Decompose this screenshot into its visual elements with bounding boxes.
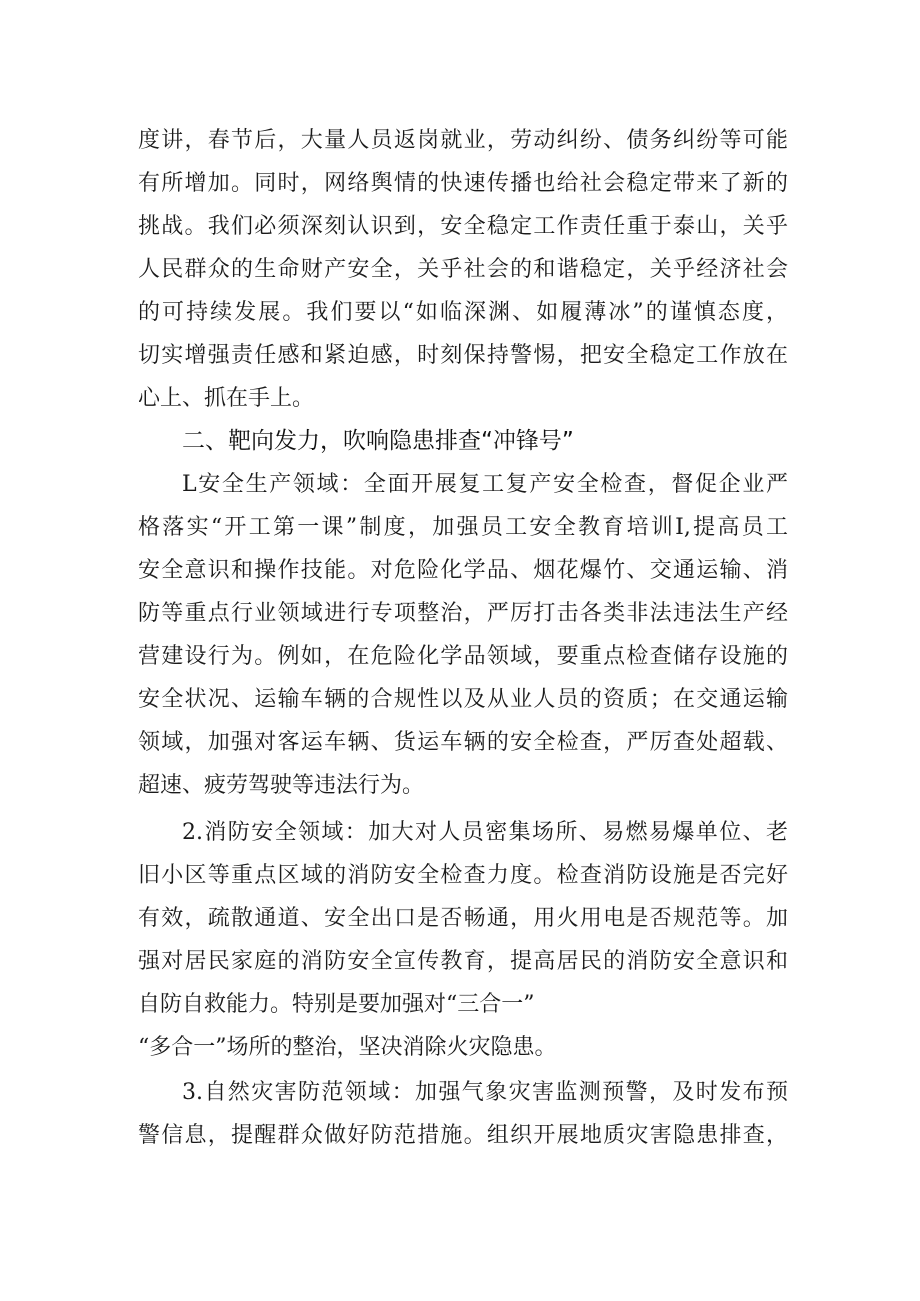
paragraph-line: 2.消防安全领域：加大对人员密集场所、易燃易爆单位、老 xyxy=(182,820,788,845)
paragraph-line: 警信息，提醒群众做好防范措施。组织开展地质灾害隐患排查， xyxy=(138,1123,788,1148)
paragraph-line: “多合一”场所的整治，坚决消除火灾隐患。 xyxy=(138,1035,557,1060)
paragraph-line: 3.自然灾害防范领域：加强气象灾害监测预警，及时发布预 xyxy=(182,1080,788,1105)
paragraph-line: 人民群众的生命财产安全，关乎社会的和谐稳定，关乎经济社会 xyxy=(138,257,788,282)
paragraph-line: 防等重点行业领域进行专项整治，严厉打击各类非法违法生产经 xyxy=(138,601,788,626)
paragraph-line: 有效，疏散通道、安全出口是否畅通，用火用电是否规范等。加 xyxy=(138,906,788,931)
paragraph-line: 自防自救能力。特别是要加强对“三合一” xyxy=(138,992,535,1017)
paragraph-line: L安全生产领域：全面开展复工复产安全检查，督促企业严 xyxy=(182,472,788,497)
paragraph-line: 旧小区等重点区域的消防安全检查力度。检查消防设施是否完好 xyxy=(138,863,788,888)
paragraph-line: 强对居民家庭的消防安全宣传教育，提高居民的消防安全意识和 xyxy=(138,949,788,974)
paragraph-line: 的可持续发展。我们要以“如临深渊、如履薄冰”的谨慎态度， xyxy=(138,300,788,325)
paragraph-line: 切实增强责任感和紧迫感，时刻保持警惕，把安全稳定工作放在 xyxy=(138,343,788,368)
paragraph-line: 领域，加强对客运车辆、货运车辆的安全检查，严厉查处超载、 xyxy=(138,730,788,755)
paragraph-line: 有所增加。同时，网络舆情的快速传播也给社会稳定带来了新的 xyxy=(138,171,788,196)
paragraph-line: 度讲，春节后，大量人员返岗就业，劳动纠纷、债务纠纷等可能 xyxy=(138,128,788,153)
paragraph-line: 超速、疲劳驾驶等违法行为。 xyxy=(138,773,425,798)
paragraph-line: 安全状况、运输车辆的合规性以及从业人员的资质；在交通运输 xyxy=(138,687,788,712)
paragraph-line: 挑战。我们必须深刻认识到，安全稳定工作责任重于泰山，关乎 xyxy=(138,214,788,239)
paragraph-line: 心上、抓在手上。 xyxy=(138,386,315,411)
section-heading: 二、靶向发力，吹响隐患排查“冲锋号” xyxy=(182,428,574,454)
paragraph-line: 营建设行为。例如，在危险化学品领域，要重点检查储存设施的 xyxy=(138,644,788,669)
paragraph-line: 安全意识和操作技能。对危险化学品、烟花爆竹、交通运输、消 xyxy=(138,558,788,583)
paragraph-line: 格落实“开工第一课”制度，加强员工安全教育培训I,提高员工 xyxy=(138,515,788,540)
